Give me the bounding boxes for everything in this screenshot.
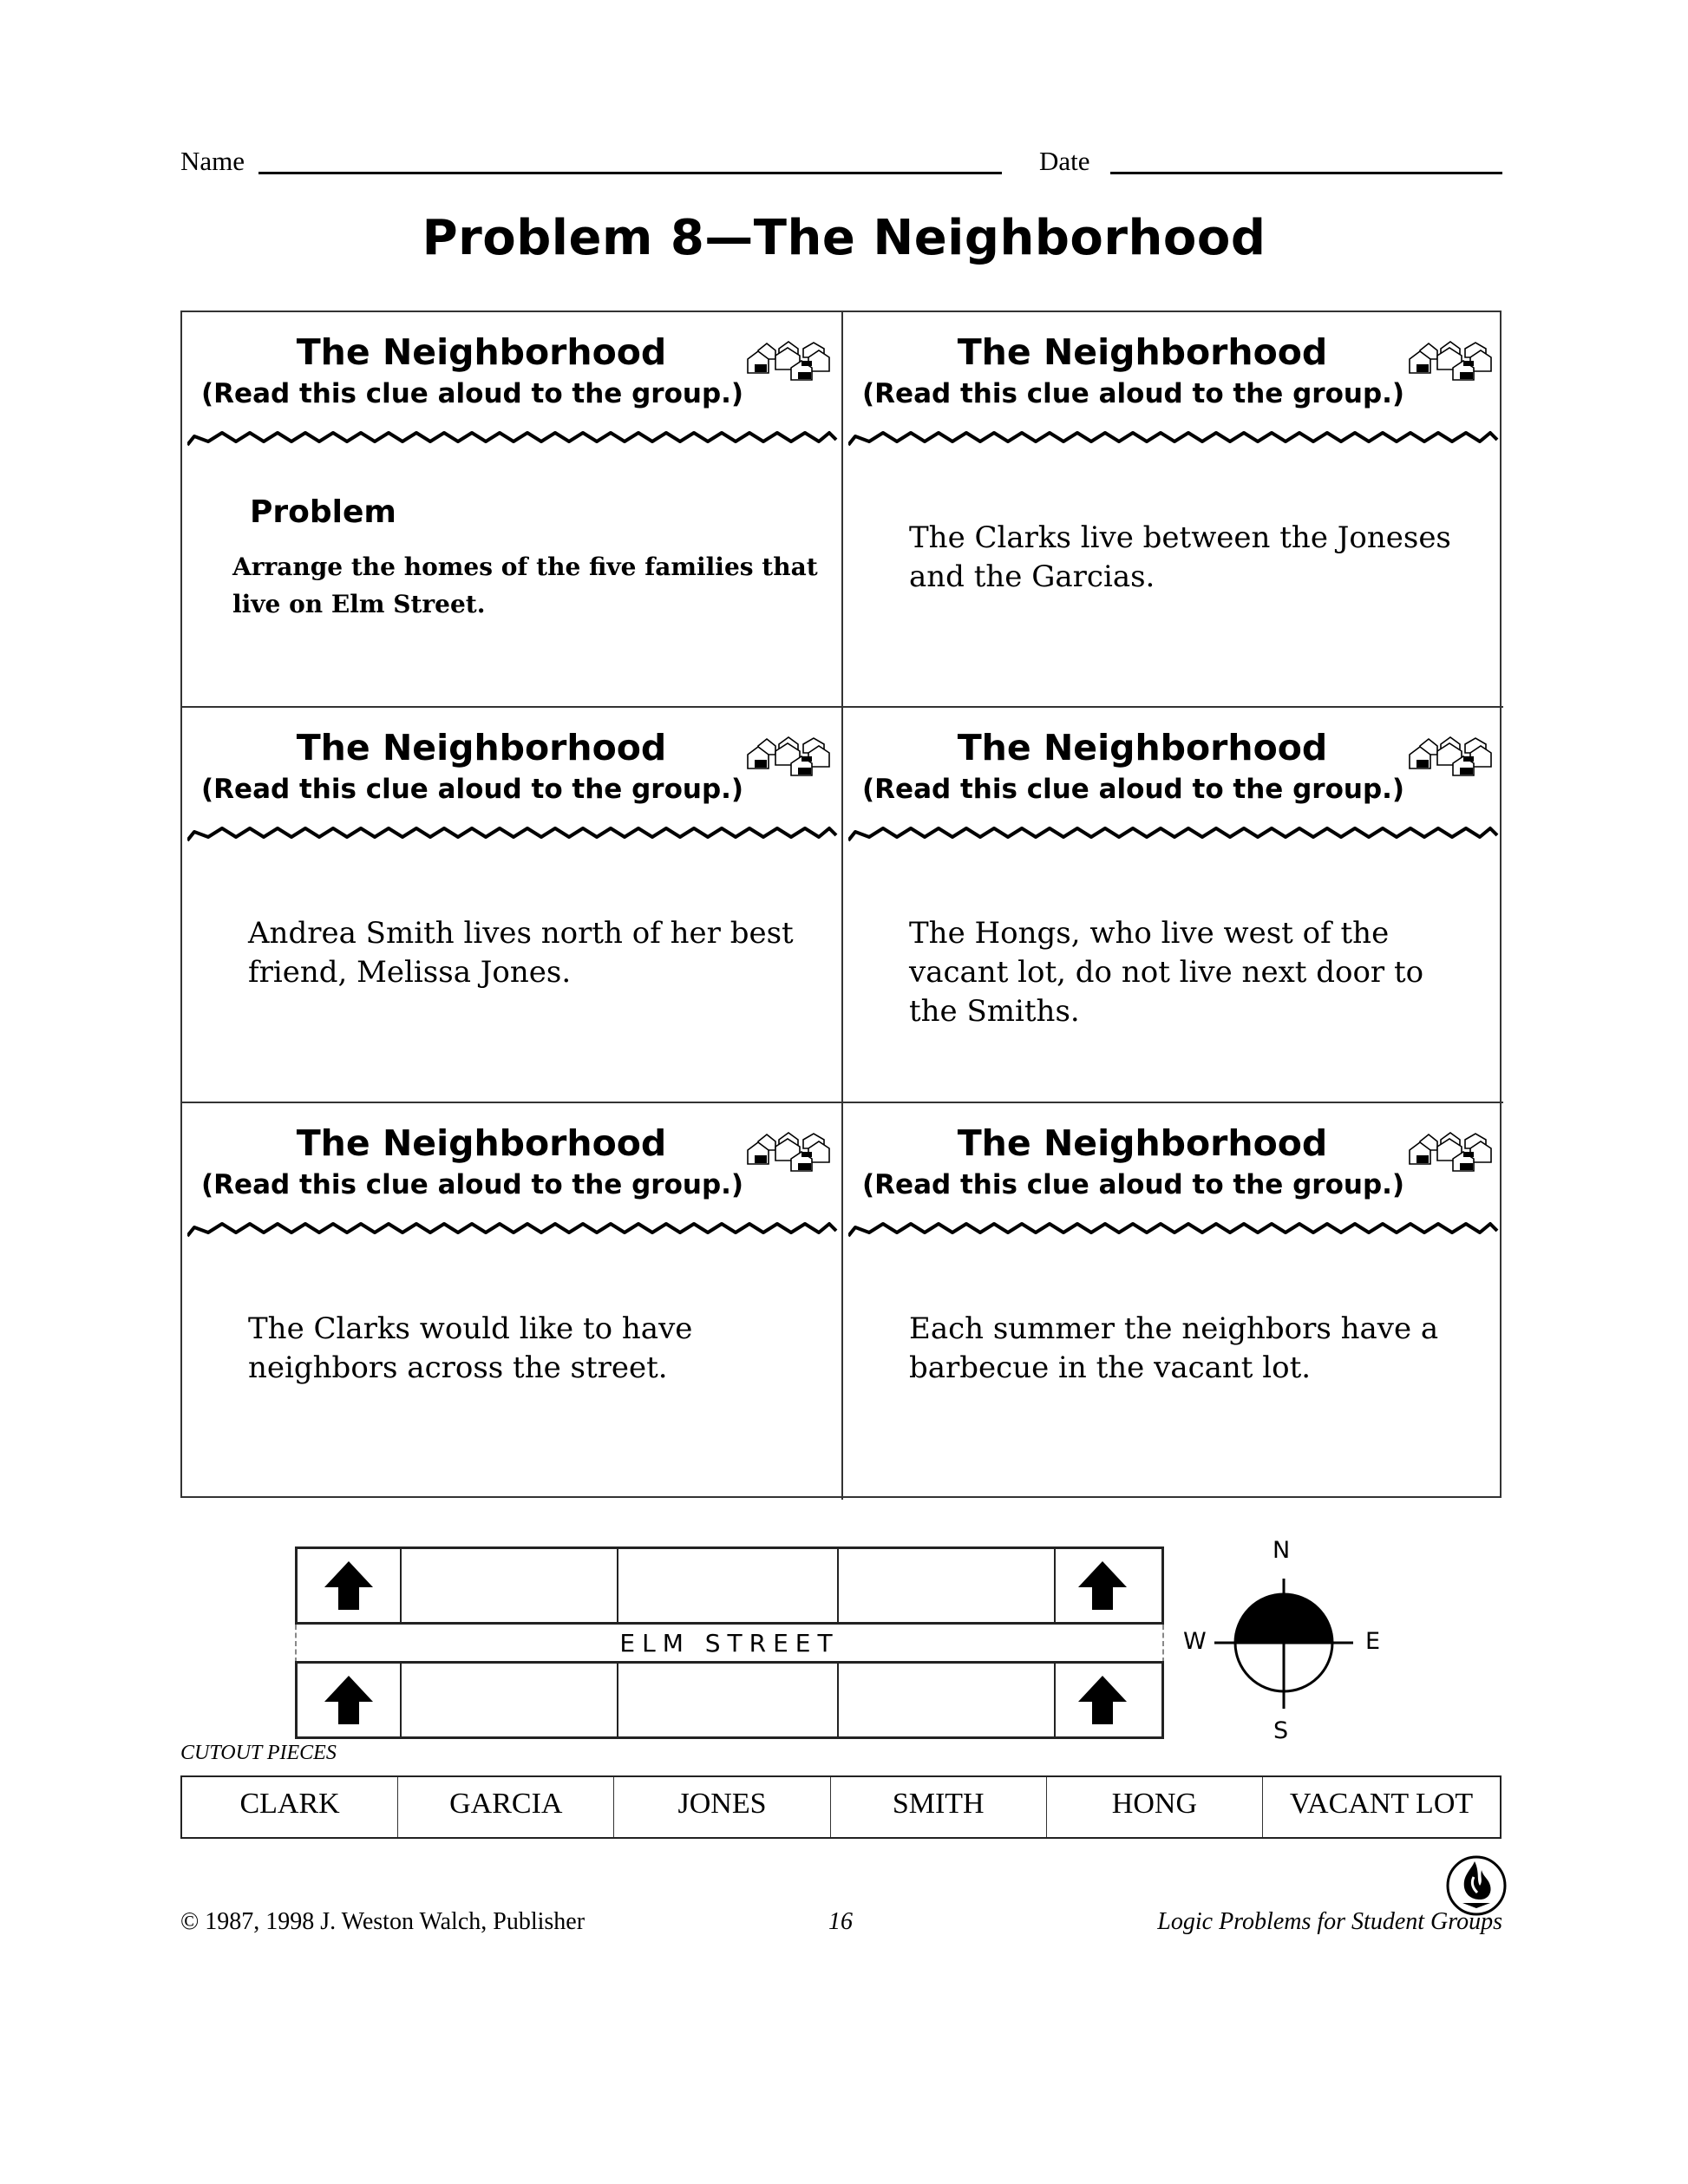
name-field[interactable] — [258, 172, 1002, 174]
page-title: Problem 8—The Neighborhood — [422, 210, 1266, 266]
clue-card-grid — [180, 311, 1502, 1498]
cutout-pieces-row — [180, 1775, 1502, 1839]
zigzag-divider — [187, 1219, 838, 1238]
clue-card — [843, 1103, 1503, 1500]
north-lots-row — [295, 1546, 1164, 1625]
house-plot-drop-target[interactable] — [839, 1664, 1056, 1736]
south-lot-west-end — [298, 1664, 402, 1736]
cutout-piece-jones[interactable]: JONES — [614, 1777, 830, 1837]
zigzag-divider — [187, 428, 838, 447]
card-clue-text: The Clarks would like to have neighbors across the street. — [248, 1311, 693, 1385]
cutout-piece-hong[interactable]: HONG — [1047, 1777, 1263, 1837]
date-field[interactable] — [1110, 172, 1502, 174]
clue-card — [843, 312, 1503, 708]
houses-icon — [1403, 1129, 1496, 1174]
houses-icon — [1403, 338, 1496, 383]
card-subtitle: (Read this clue aloud to the group.) — [201, 774, 744, 805]
north-lot-east-end — [1056, 1549, 1149, 1622]
clue-card — [843, 708, 1503, 1103]
zigzag-divider — [848, 428, 1499, 447]
houses-icon — [741, 338, 834, 383]
date-label: Date — [1039, 146, 1090, 176]
compass-north-label: N — [1273, 1537, 1291, 1564]
houses-icon — [741, 734, 834, 779]
up-arrow-icon — [1076, 1674, 1129, 1726]
cutout-piece-garcia[interactable]: GARCIA — [398, 1777, 614, 1837]
house-plot-drop-target[interactable] — [618, 1664, 839, 1736]
card-subtitle: (Read this clue aloud to the group.) — [862, 1169, 1405, 1200]
clue-card — [182, 708, 843, 1103]
book-title: Logic Problems for Student Groups — [1157, 1908, 1502, 1935]
compass-rose-icon — [1214, 1570, 1353, 1717]
houses-icon — [741, 1129, 834, 1174]
south-lots-row — [295, 1661, 1164, 1739]
card-clue-text: Andrea Smith lives north of her best friend, Melissa Jones. — [248, 916, 794, 990]
clue-card — [182, 1103, 843, 1500]
card-title: The Neighborhood — [296, 727, 667, 768]
cutout-pieces-label: CUTOUT PIECES — [180, 1742, 337, 1764]
north-lot-west-end — [298, 1549, 402, 1622]
card-subtitle: (Read this clue aloud to the group.) — [862, 378, 1405, 409]
card-subtitle: (Read this clue aloud to the group.) — [862, 774, 1405, 805]
house-plot-drop-target[interactable] — [402, 1664, 618, 1736]
compass-east-label: E — [1365, 1628, 1381, 1655]
house-plot-drop-target[interactable] — [402, 1549, 618, 1622]
cutout-piece-vacant-lot[interactable]: VACANT LOT — [1289, 1788, 1474, 1820]
card-subtitle: (Read this clue aloud to the group.) — [201, 378, 744, 409]
card-title: The Neighborhood — [957, 727, 1328, 768]
card-clue-text: The Clarks live between the Joneses and the Garcias. — [909, 520, 1451, 594]
cutout-piece-clark[interactable]: CLARK — [182, 1777, 398, 1837]
clue-card-problem — [182, 312, 843, 708]
elm-street-label: ELM STREET — [295, 1625, 1164, 1663]
card-title: The Neighborhood — [296, 331, 667, 373]
up-arrow-icon — [323, 1560, 375, 1612]
houses-icon — [1403, 734, 1496, 779]
compass-south-label: S — [1273, 1717, 1289, 1744]
page-number: 16 — [828, 1908, 853, 1935]
card-title: The Neighborhood — [296, 1122, 667, 1164]
card-title: The Neighborhood — [957, 1122, 1328, 1164]
card-heading: Problem — [250, 494, 396, 530]
up-arrow-icon — [1076, 1560, 1129, 1612]
cutout-piece-smith[interactable]: SMITH — [831, 1777, 1047, 1837]
house-plot-drop-target[interactable] — [618, 1549, 839, 1622]
card-title: The Neighborhood — [957, 331, 1328, 373]
house-plot-drop-target[interactable] — [839, 1549, 1056, 1622]
zigzag-divider — [848, 823, 1499, 842]
card-clue-text: The Hongs, who live west of the vacant lot, do not live next door to the Smiths. — [909, 916, 1424, 1029]
up-arrow-icon — [323, 1674, 375, 1726]
card-clue-text: Each summer the neighbors have a barbecue in the vacant lot. — [909, 1311, 1439, 1385]
zigzag-divider — [848, 1219, 1499, 1238]
south-lot-east-end — [1056, 1664, 1149, 1736]
name-label: Name — [180, 146, 245, 176]
compass-west-label: W — [1183, 1628, 1207, 1655]
card-subtitle: (Read this clue aloud to the group.) — [201, 1169, 744, 1200]
copyright-text: © 1987, 1998 J. Weston Walch, Publisher — [180, 1908, 586, 1935]
card-problem-text: Arrange the homes of the five families that live on Elm Street. — [232, 553, 818, 618]
zigzag-divider — [187, 823, 838, 842]
